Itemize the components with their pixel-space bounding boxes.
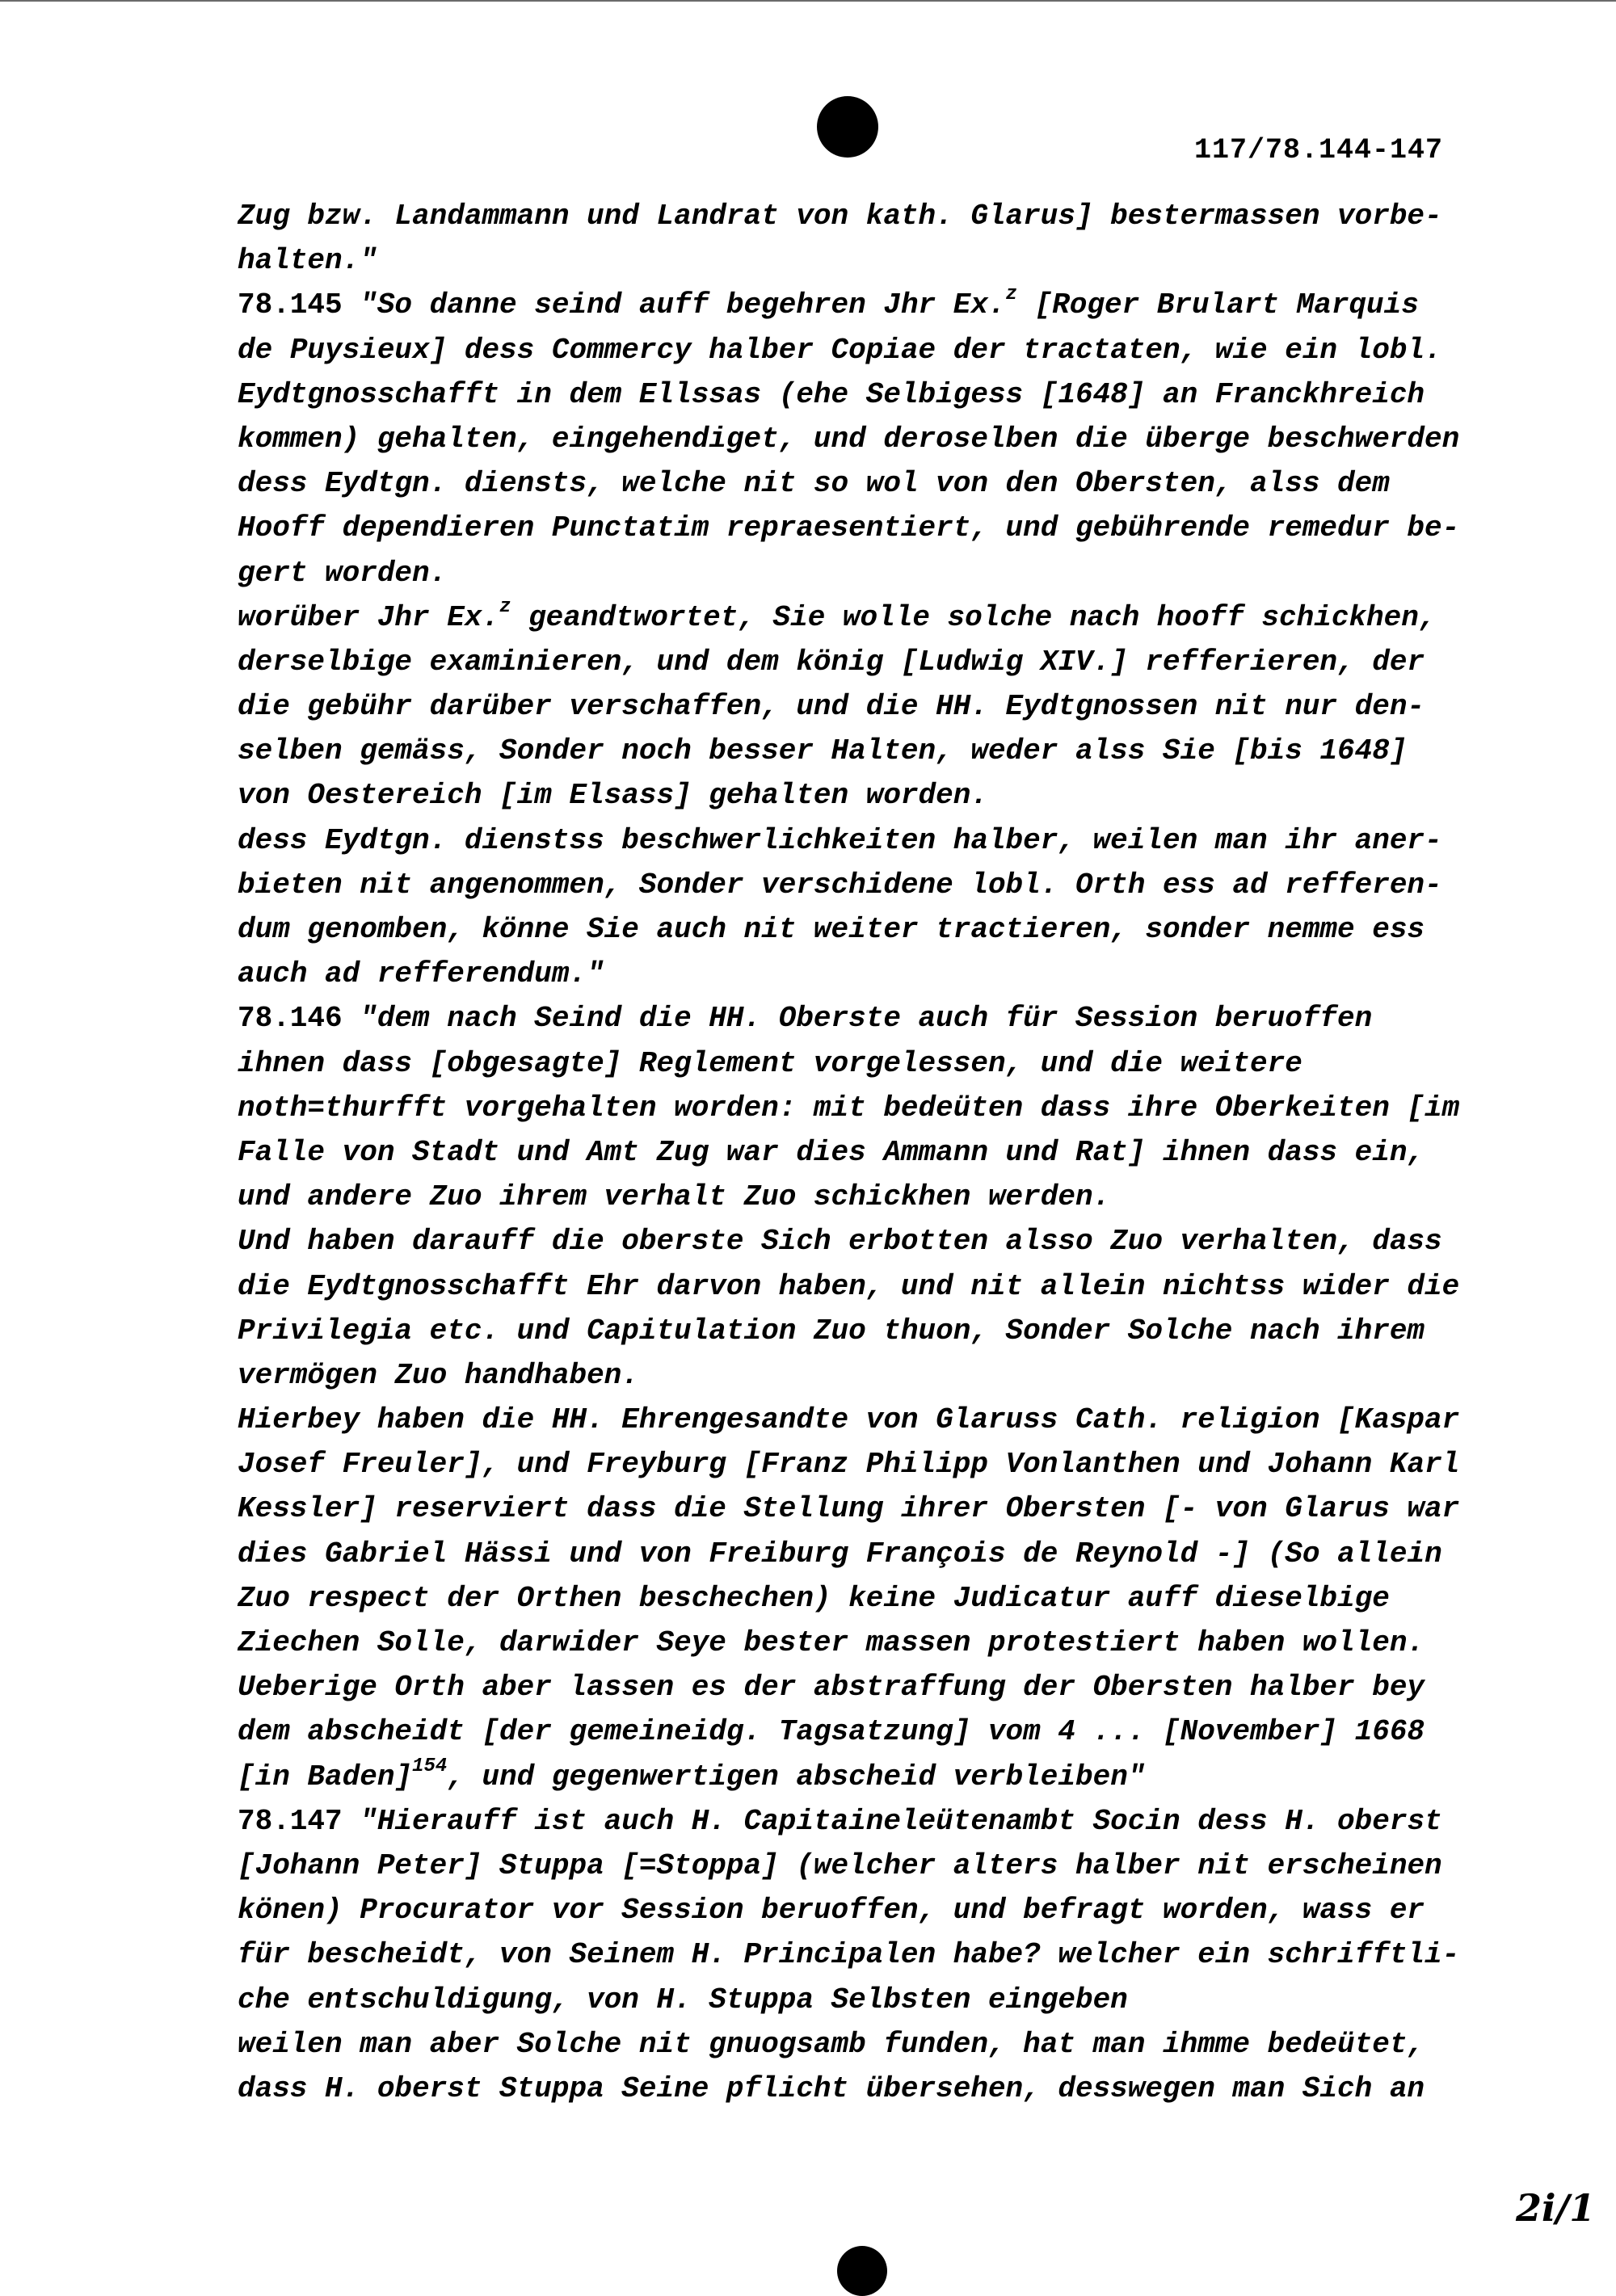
text-line bbox=[238, 1309, 1498, 1353]
bold-name: Stoppa bbox=[656, 1848, 762, 1882]
page-reference: 117/78.144-147 bbox=[1194, 134, 1444, 166]
text-segment: "So danne seind auff begehren Jhr Ex. bbox=[342, 288, 1006, 322]
text-line bbox=[238, 996, 1498, 1041]
text-segment: könen) Procurator vor Session beruoffen, und befragt worden, wass er bbox=[238, 1894, 1425, 1928]
text-segment: dies Gabriel bbox=[238, 1537, 465, 1571]
text-line bbox=[238, 1041, 1498, 1086]
text-line bbox=[238, 417, 1498, 461]
text-line bbox=[238, 238, 1498, 283]
text-segment: Hierbey haben die HH. Ehrengesandte von Glaruss Cath. religion [Kaspar bbox=[238, 1403, 1460, 1437]
text-segment: und von Freiburg François de bbox=[551, 1537, 1075, 1571]
text-segment: de bbox=[238, 333, 290, 367]
text-line bbox=[238, 1219, 1498, 1264]
text-line bbox=[238, 1709, 1498, 1754]
text-line bbox=[238, 818, 1498, 863]
text-line bbox=[238, 684, 1498, 729]
bold-name: Socin bbox=[1092, 1804, 1180, 1838]
text-line bbox=[238, 506, 1498, 550]
text-line bbox=[238, 283, 1498, 327]
text-segment: dum genomben, könne Sie auch nit weiter tractieren, sonder nemme ess bbox=[238, 913, 1425, 946]
entry-number: 78.145 bbox=[238, 288, 343, 322]
bold-name: Freuler bbox=[342, 1448, 465, 1482]
text-segment: geandtwortet, Sie wolle solche nach hooff schickhen, bbox=[511, 600, 1437, 634]
text-segment: Ziechen Solle, darwider Seye bester massen protestiert haben wollen. bbox=[238, 1626, 1425, 1659]
text-segment: Privilegia etc. und Capitulation Zuo thuon, Sonder Solche nach ihrem bbox=[238, 1314, 1425, 1348]
punch-hole-top bbox=[817, 96, 878, 158]
text-segment: Falle von Stadt und Amt Zug war dies Ammann und Rat] ihnen dass ein, bbox=[238, 1135, 1425, 1169]
text-segment: [in Baden] bbox=[238, 1760, 413, 1793]
bold-name: Hässi bbox=[464, 1537, 552, 1571]
text-segment: -] (So allein bbox=[1197, 1537, 1442, 1571]
text-line bbox=[238, 2067, 1498, 2111]
text-line bbox=[238, 1799, 1498, 1844]
text-segment: dess Eydtgn. dienstss beschwerlichkeiten halber, weilen man ihr aner- bbox=[238, 823, 1442, 857]
bold-name: Ludwig XIV. bbox=[918, 645, 1111, 679]
text-line bbox=[238, 640, 1498, 684]
text-segment: vermögen Zuo handhaben. bbox=[238, 1358, 639, 1392]
text-segment: , und gegenwertigen abscheid verbleiben" bbox=[447, 1760, 1146, 1793]
text-line bbox=[238, 1932, 1498, 1977]
text-line bbox=[238, 729, 1498, 773]
text-segment: Zug bzw. Landammann und Landrat von kath. Glarus] bestermassen vorbe- bbox=[238, 200, 1442, 233]
text-segment: halten." bbox=[238, 244, 377, 278]
text-segment: [Johann Peter] Stuppa [= bbox=[238, 1848, 657, 1882]
text-segment: weilen man aber Solche nit gnuogsamb funden, hat man ihmme bedeütet, bbox=[238, 2027, 1425, 2061]
text-segment: "dem nach Seind die HH. Oberste auch für Session beruoffen bbox=[342, 1002, 1373, 1036]
text-line bbox=[238, 1130, 1498, 1175]
text-segment: worüber Jhr Ex. bbox=[238, 600, 500, 634]
document-body bbox=[238, 194, 1498, 2111]
text-segment: die Eydtgnosschafft Ehr darvon haben, und nit allein nichtss wider die bbox=[238, 1269, 1460, 1303]
text-line bbox=[238, 1665, 1498, 1709]
text-line bbox=[238, 1532, 1498, 1576]
text-segment: die gebühr darüber verschaffen, und die HH. Eydtgnossen nit nur den- bbox=[238, 690, 1425, 724]
superscript: z bbox=[499, 595, 511, 618]
entry-number: 78.146 bbox=[238, 1002, 343, 1036]
text-line bbox=[238, 1442, 1498, 1487]
text-segment: Josef bbox=[238, 1448, 343, 1482]
text-line bbox=[238, 372, 1498, 417]
text-line bbox=[238, 1978, 1498, 2022]
text-segment: und andere Zuo ihrem verhalt Zuo schickhen werden. bbox=[238, 1180, 1111, 1214]
text-line bbox=[238, 1398, 1498, 1442]
text-segment: Eydtgnosschafft in dem Ellssas (ehe Selbigess [1648] an Franckhreich bbox=[238, 377, 1425, 411]
text-segment: dess Eydtgn. diensts, welche nit so wol von den Obersten, alss dem bbox=[238, 467, 1390, 501]
text-line bbox=[238, 1353, 1498, 1398]
text-segment: noth=thurfft vorgehalten worden: mit bedeüten dass ihre Oberkeiten [im bbox=[238, 1091, 1460, 1125]
text-segment: dass H. oberst Stuppa Seine pflicht übersehen, desswegen man Sich an bbox=[238, 2071, 1425, 2105]
text-segment: für bescheidt, von Seinem H. Principalen habe? welcher ein schrifftli- bbox=[238, 1938, 1460, 1972]
text-segment: che entschuldigung, von H. Stuppa Selbsten eingeben bbox=[238, 1983, 1128, 2016]
text-segment: dem abscheidt [der gemeineidg. Tagsatzung] vom 4 ... [November] 1668 bbox=[238, 1715, 1425, 1749]
text-segment: ] refferieren, der bbox=[1110, 645, 1425, 679]
text-line bbox=[238, 1175, 1498, 1219]
superscript: 154 bbox=[412, 1755, 448, 1777]
text-line bbox=[238, 773, 1498, 818]
handwritten-folio-mark: 2i/1 bbox=[1516, 2186, 1596, 2230]
text-line bbox=[238, 2022, 1498, 2067]
text-line bbox=[238, 595, 1498, 640]
text-segment: und Johann Karl bbox=[1180, 1448, 1460, 1482]
text-segment: Ueberige Orth aber lassen es der abstraffung der Obersten halber bey bbox=[238, 1671, 1425, 1705]
text-segment: ] dess Commercy halber Copiae der tractaten, wie ein lobl. bbox=[429, 333, 1442, 367]
text-line bbox=[238, 1755, 1498, 1799]
bold-name: Kessler bbox=[238, 1492, 360, 1526]
text-line bbox=[238, 1487, 1498, 1531]
bold-name: Reynold bbox=[1075, 1537, 1198, 1571]
text-segment: von Oestereich [im Elsass] gehalten worden. bbox=[238, 779, 988, 813]
superscript: z bbox=[1005, 284, 1017, 306]
text-line bbox=[238, 551, 1498, 595]
punch-hole-bottom bbox=[837, 2246, 887, 2296]
text-line bbox=[238, 863, 1498, 907]
text-line bbox=[238, 1086, 1498, 1130]
text-segment: Und haben darauff die oberste Sich erbotten alsso Zuo verhalten, dass bbox=[238, 1225, 1442, 1259]
text-segment: ] (welcher alters halber nit erscheinen bbox=[761, 1848, 1442, 1882]
text-segment: dess H. oberst bbox=[1180, 1804, 1442, 1838]
text-segment: [Roger Brulart Marquis bbox=[1016, 288, 1419, 322]
text-line bbox=[238, 952, 1498, 996]
text-line bbox=[238, 194, 1498, 238]
text-segment: selben gemäss, Sonder noch besser Halten, weder alss Sie [bis 1648] bbox=[238, 734, 1408, 768]
text-segment: derselbige examinieren, und dem könig [ bbox=[238, 645, 919, 679]
bold-name: Vonlanthen bbox=[1005, 1448, 1180, 1482]
text-segment: "Hierauff ist auch H. Capitaineleütenambt bbox=[342, 1804, 1093, 1838]
text-line bbox=[238, 1621, 1498, 1665]
text-line bbox=[238, 907, 1498, 952]
text-line bbox=[238, 1844, 1498, 1888]
entry-number: 78.147 bbox=[238, 1804, 343, 1838]
bold-name: Puysieux bbox=[289, 333, 430, 367]
text-line bbox=[238, 1888, 1498, 1932]
text-line bbox=[238, 1264, 1498, 1309]
text-segment: ], und Freyburg [Franz Philipp bbox=[464, 1448, 1006, 1482]
text-line bbox=[238, 1576, 1498, 1621]
text-segment: kommen) gehalten, eingehendiget, und deroselben die überge beschwerden bbox=[238, 422, 1460, 456]
text-segment: bieten nit angenommen, Sonder verschidene lobl. Orth ess ad refferen- bbox=[238, 868, 1442, 902]
text-segment: auch ad refferendum." bbox=[238, 957, 604, 991]
text-segment: Hooff dependieren Punctatim repraesentiert, und gebührende remedur be- bbox=[238, 511, 1460, 545]
text-segment: ] reserviert dass die Stellung ihrer Obersten [- von Glarus war bbox=[360, 1492, 1460, 1526]
text-segment: Zuo respect der Orthen beschechen) keine Judicatur auff dieselbige bbox=[238, 1581, 1390, 1615]
text-line bbox=[238, 328, 1498, 372]
text-segment: gert worden. bbox=[238, 556, 448, 590]
text-segment: ihnen dass [obgesagte] Reglement vorgelessen, und die weitere bbox=[238, 1046, 1302, 1080]
scan-top-edge bbox=[0, 0, 1616, 2]
text-line bbox=[238, 461, 1498, 506]
